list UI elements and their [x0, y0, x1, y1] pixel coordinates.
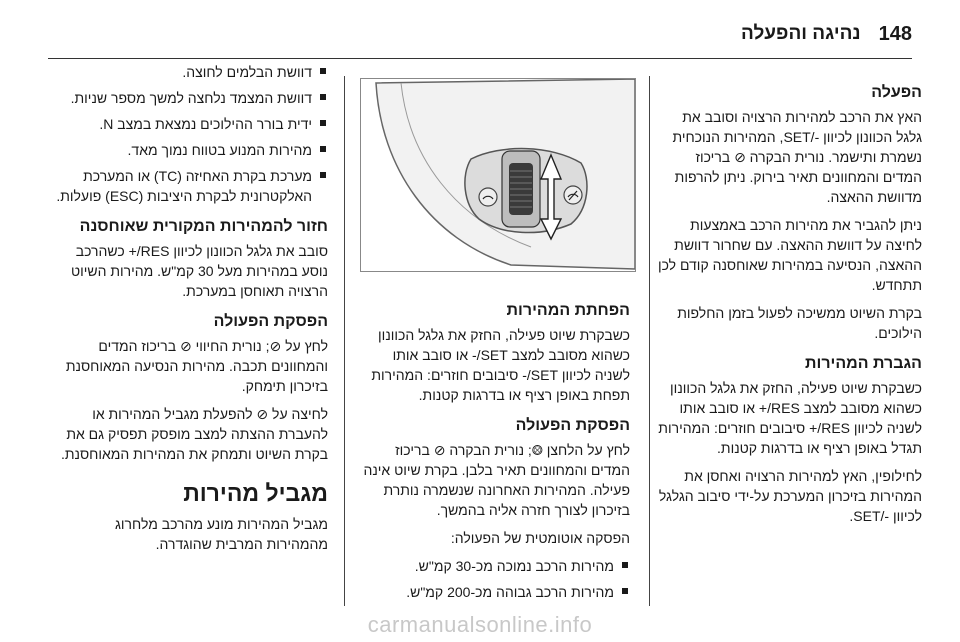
page-title: נהיגה והפעלה	[740, 23, 861, 44]
section-heading-speed-limiter: מגביל מהירות	[183, 480, 328, 506]
steering-wheel-control-drawing	[361, 79, 635, 271]
paragraph: מגביל המהירות מונע מהרכב מלחרוג מהמהירות המרבית שהוגדרה.	[114, 516, 328, 552]
right-column	[656, 72, 922, 534]
paragraph: בקרת השיוט ממשיכה לפעול בזמן החלפות הילוכים.	[677, 305, 922, 341]
paragraph: לחץ על ⦸; נורית החיווי ⦸ בריכוז המדים והמחוונים תכבה. מהירות הנסיעה המאוחסנת בזיכרון תימחק.	[65, 338, 328, 394]
paragraph: לחילופין, האץ למהירות הרצויה ואחסן את המהירות בזיכרון המערכת על-ידי סיבוב הגלגל לכיוון SET/-‎.	[658, 468, 922, 524]
paragraph: האץ את הרכב למהירות הרצויה וסובב את גלגל הכוונון לכיוון SET/-‎, המהירות הנוכחית נשמרת ותישמר. נורית הבקרה ⦸ בריכוז המדים והמחוונים תאיר בירוק. ניתן להרפות מדוושת ההאצה.	[672, 109, 922, 205]
paragraph: לחיצה על ⊘ להפעלת מגביל המהירות או להעברת ההצתה למצב מופסק תפסיק גם את בקרת השיוט ותמחק את המהירות המאוחסנת.	[60, 406, 328, 462]
list-item: מהירות המנוע בטווח נמוך מאד.	[56, 140, 328, 160]
section-heading-resume-speed: חזור להמהירות המקורית שאוחסנה	[79, 218, 328, 235]
list-item: מערכת בקרת האחיזה (TC) או המערכת האלקטרונית לבקרת היציבות (ESC) פועלות.	[56, 166, 328, 206]
paragraph: סובב את גלגל הכוונון לכיוון RES/+ כשהרכב נוסע במהירות מעל 30 קמ"ש. מהירות השיוט הרצויה תאוחסן במערכת.	[70, 243, 328, 299]
paragraph: כשבקרת שיוט פעילה, החזק את גלגל הכוונון כשהוא מסובב למצב RES/+ או סובב אותו לשניה לכיוון RES/+ סיבובים חוזרים: המהירות תגדל באופן רציף או בדרגות קטנות.	[658, 380, 922, 456]
header-rule	[48, 58, 912, 59]
list-item: דוושת הבלמים לחוצה.	[56, 62, 328, 82]
list-item: מהירות הרכב נמוכה מכ-30 קמ"ש.	[360, 556, 630, 576]
list-item: דוושת המצמד נלחצה למשך מספר שניות.	[56, 88, 328, 108]
list-item: ידית בורר ההילוכים נמצאת במצב N.	[56, 114, 328, 134]
bullet-list	[56, 62, 328, 206]
middle-column	[360, 290, 630, 608]
section-heading-decrease-speed: הפחתת המהירות	[506, 302, 630, 319]
page-number: 148	[878, 22, 912, 45]
section-heading-increase-speed: הגברת המהירות	[805, 355, 922, 372]
column-divider	[649, 76, 650, 606]
paragraph: כשבקרת שיוט פעילה, החזק את גלגל הכוונון כשהוא מסובב למצב SET/- או סובב אותו לשניה לכיוון SET/- סיבובים חוזרים: המהירות תפחת באופן רציף או בדרגות קטנות.	[371, 327, 630, 403]
column-divider	[344, 76, 345, 606]
steering-wheel-illustration	[360, 78, 636, 272]
section-heading-switch-off: הפסקת הפעולה	[213, 313, 328, 330]
watermark: carmanualsonline.info	[367, 612, 593, 637]
page-header	[48, 14, 912, 54]
left-column	[56, 62, 328, 562]
paragraph: לחץ על הלחצן ⨷; נורית הבקרה ⦸ בריכוז המדים והמחוונים תאיר בלבן. בקרת שיוט אינה פעילה. המהירות האחרונה שנשמרה נותרת בזיכרון לצורך חזרה אליה בהמשך.	[363, 442, 630, 518]
paragraph: הפסקה אוטומטית של הפעולה:	[450, 530, 630, 546]
section-heading-activation: הפעלה	[871, 84, 922, 101]
bullet-list	[360, 556, 630, 602]
list-item: מהירות הרכב גבוהה מכ-200 קמ"ש.	[360, 582, 630, 602]
paragraph: ניתן להגביר את מהירות הרכב באמצעות לחיצה על דוושת ההאצה. עם שחרור דוושת ההאצה, הנסיעה במהירות שאוחסנה קודם לכן תתחדש.	[657, 217, 922, 293]
section-heading-deactivation: הפסקת הפעולה	[515, 417, 630, 434]
